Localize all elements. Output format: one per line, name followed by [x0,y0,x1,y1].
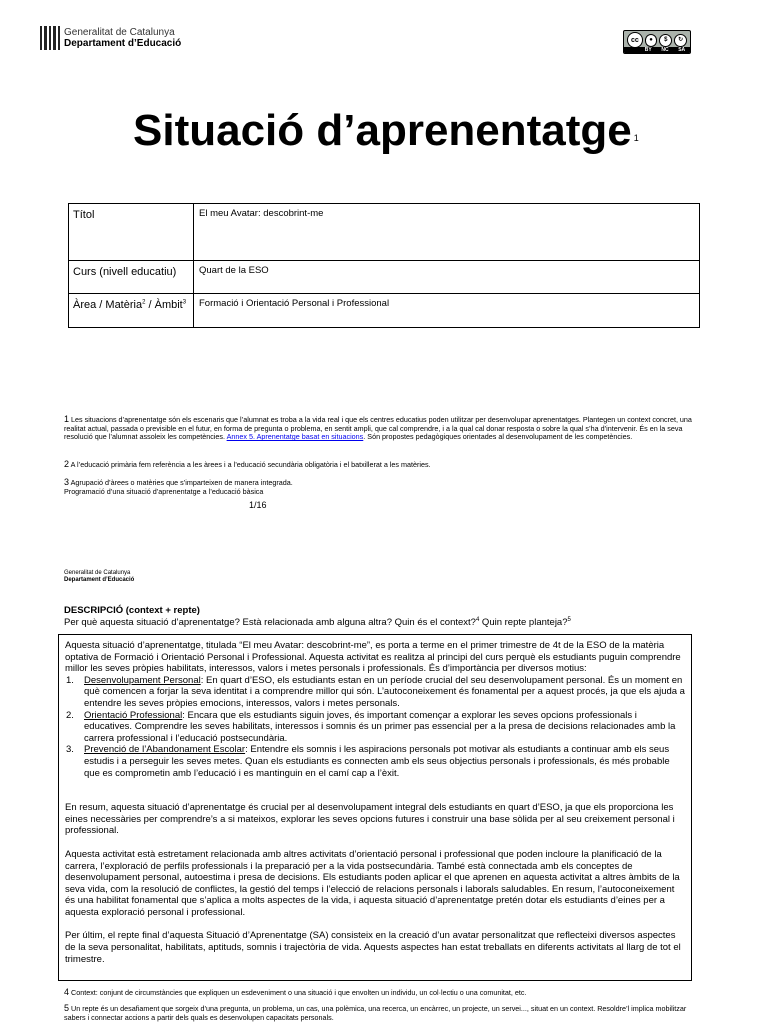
footnote-3-number: 3 [64,477,70,487]
footnote-1 [64,415,704,442]
cc-icon: cc [627,32,643,48]
generalitat-logo [40,26,181,50]
footnote-4 [64,988,704,998]
list-item [66,709,685,745]
area-value[interactable]: Formació i Orientació Personal i Professional [194,294,700,328]
list-item-number: 3. [66,744,74,756]
footnote-2 [64,460,704,470]
license-label-nc: NC [661,47,669,53]
list-item-text: : Entendre els somnis i les aspiracions personals pot motivar als estudiants a continuar amb els seus estudis i a perseguir les seves metes. Quan els estudiants es connecten amb els seus objectius personals i professionals, és més probable que es comprometin amb l’educació i es mantinguin en el camí cap a l’èxit. [84,744,670,779]
noncommercial-icon: $ [659,34,672,47]
description-question-sup-b: 5 [567,617,571,623]
table-row [69,294,700,328]
page-title [133,106,639,156]
generalitat-emblem-icon [40,26,60,50]
title-footnote-ref: 1 [633,133,639,143]
org-name-small-line2: Departament d’Educació [64,577,135,583]
table-row [69,261,700,294]
license-label-by: BY [644,47,652,53]
org-name-small-line1: Generalitat de Catalunya [64,570,131,576]
area-sup-b: 3 [182,299,187,306]
footnote-3-line2: Programació d’una situació d’aprenentatge a l’educació bàsica [64,486,264,496]
title-value[interactable]: El meu Avatar: descobrint-me [194,204,700,261]
course-label: Curs (nivell educatiu) [69,261,194,294]
description-summary: En resum, aquesta situació d’aprenentatge és crucial per al desenvolupament integral dels estudiants en quart d’ESO, ja que els proporciona les eines necessàries per comprendre’s a si mateixos, explorar les seves opcions futures i construir una base sòlida per al seu creixement personal i professional. [65,802,675,837]
footnote-4-number: 4 [64,987,70,997]
list-item-title: Orientació Professional [84,709,183,721]
info-table [68,203,700,328]
attribution-icon: ● [645,34,658,47]
area-sup-a: 2 [142,299,146,306]
page-title-text: Situació d’aprenentatge [133,106,632,155]
reasons-list [66,674,685,779]
footnote-3-text: Agrupació d’àrees o matèries que s’imparteixen de manera integrada. [69,478,293,487]
description-final: Per últim, el repte final d’aquesta Situació d’Aprenentatge (SA) consisteix en la creació d’un avatar personalitzat que reflecteixi diversos aspectes de la seva personalitat, habilitats, aptituds, somnis i trajectòria de vida. Aquests aspectes han estat treballats en diferents activitats al llarg de tot el trimestre. [65,930,681,965]
footnote-2-text: A l’educació primària fem referència a les àrees i a l’educació secundària obligatòria i el batxillerat a les matèries. [69,460,431,469]
list-item [66,674,685,710]
description-question-b: Quin repte planteja? [479,617,568,629]
org-name-line2: Departament d’Educació [64,38,182,49]
page-number: 1/16 [249,500,267,510]
description-question-sup-a: 4 [475,617,480,623]
generalitat-logo-small [64,570,134,584]
footnote-1-text: Les situacions d’aprenentatge són els escenaris que l’alumnat es troba a la vida real i que els centres educatius poden utilitzar per desenvolupar aprenentatges. Plantegen un context concret, una realitat actual, passada o previsible en el futur, en forma de pregunta o problema, en sentit ampli, que cal comprendre, i a la qual cal donar resposta o sobre la qual s’ha d’intervenir. És en la seva resolució que l’alumnat assoleix les competències. [64,415,692,442]
footnote-4-text: Context: conjunt de circumstàncies que expliquen un esdeveniment o una situació i que envolten un individu, un col·lectiu o una comunitat, etc. [69,988,527,997]
list-item-number: 1. [66,674,74,686]
footnote-5-text: Un repte és un desafiament que sorgeix d’una pregunta, un problema, un cas, una polèmica, una recerca, un encàrrec, un projecte, un servei..., situat en un context. Resoldre’l implica mobilitzar sabers i connectar accions a partir dels quals es desenvolupen capacitats personals. [64,1004,687,1022]
course-value[interactable]: Quart de la ESO [194,261,700,294]
list-item-title: Prevenció de l’Abandonament Escolar [84,744,246,756]
description-box[interactable] [58,634,692,981]
footnote-1-number: 1 [64,414,70,424]
description-related: Aquesta activitat està estretament relacionada amb altres activitats d’orientació personal i professional que poden incloure la planificació de la carrera, l’exploració de perfils professionals i la preparació per a la vida postsecundària. També està connectada amb els conceptes de desenvolupament personal, autoestima i presa de decisions. Els estudiants poden aplicar el que aprenen en aquesta activitat a altres àmbits de la seva vida, com la resolució de conflictes, la gestió del temps i l’elecció de relacions personals i laborals saludables. En resum, l’autoconeixement és una habilitat fonamental que s’aplica a molts aspectes de la vida, i aquesta situació d’aprenentatge pretén dotar els estudiants d’eines per a aquesta exploració personal i professional. [65,848,680,918]
description-heading: DESCRIPCIÓ (context + repte) [64,605,200,616]
title-label: Títol [69,204,194,261]
area-label-b: / Àmbit [145,299,183,311]
sharealike-icon: ↻ [674,34,687,47]
list-item-text: : Encara que els estudiants siguin joves, és important començar a explorar les seves opcions professionals i educatives. Comprendre les seves habilitats, interessos i somnis és un primer pas essencial per a la presa de decisions relacionades amb la carrera professional i l’educació postsecundària. [84,709,676,744]
list-item-number: 2. [66,709,74,721]
list-item-text: : En quart d’ESO, els estudiants estan en un període crucial del seu desenvolupament personal. És un moment en què comencen a forjar la seva identitat i a comprendre millor qui són. L’autoconeixement és fonamental per a aquest procés, ja que els ajuda a entendre les seves pròpies emocions, interessos, valors i metes personals. [84,674,685,709]
list-item [66,744,685,779]
area-label-a: Àrea / Matèria [73,299,143,311]
footnote-1-tail: . Són propostes pedagògiques orientades al desenvolupament de les competències. [363,432,633,442]
license-label-sa: SA [678,47,686,53]
footnote-5 [64,1004,704,1022]
description-question [64,617,571,628]
annex-5-link[interactable]: Annex 5. Aprenentatge basat en situacions [226,432,364,442]
footnote-3 [64,478,704,496]
description-question-a: Per què aquesta situació d’aprenentatge? Està relacionada amb alguna altra? Quin és el context? [64,617,476,629]
footnote-2-number: 2 [64,459,70,469]
list-item-title: Desenvolupament Personal [84,674,201,686]
description-intro: Aquesta situació d’aprenentatge, titulada “El meu Avatar: descobrint-me”, es porta a terme en el primer trimestre de 4t de la ESO de la matèria optativa de Formació i Orientació Personal i Professional. Aquesta activitat es realitza al principi del curs perquè els estudiants puguin comprendre millor les seves pròpies habilitats, interessos, valors i metes personals i professionals. És d’importància per diversos motius: [65,640,681,675]
area-label [69,294,194,328]
org-name-line1: Generalitat de Catalunya [64,27,175,38]
footnote-5-number: 5 [64,1003,70,1013]
creative-commons-badge[interactable] [623,30,691,54]
table-row [69,204,700,261]
